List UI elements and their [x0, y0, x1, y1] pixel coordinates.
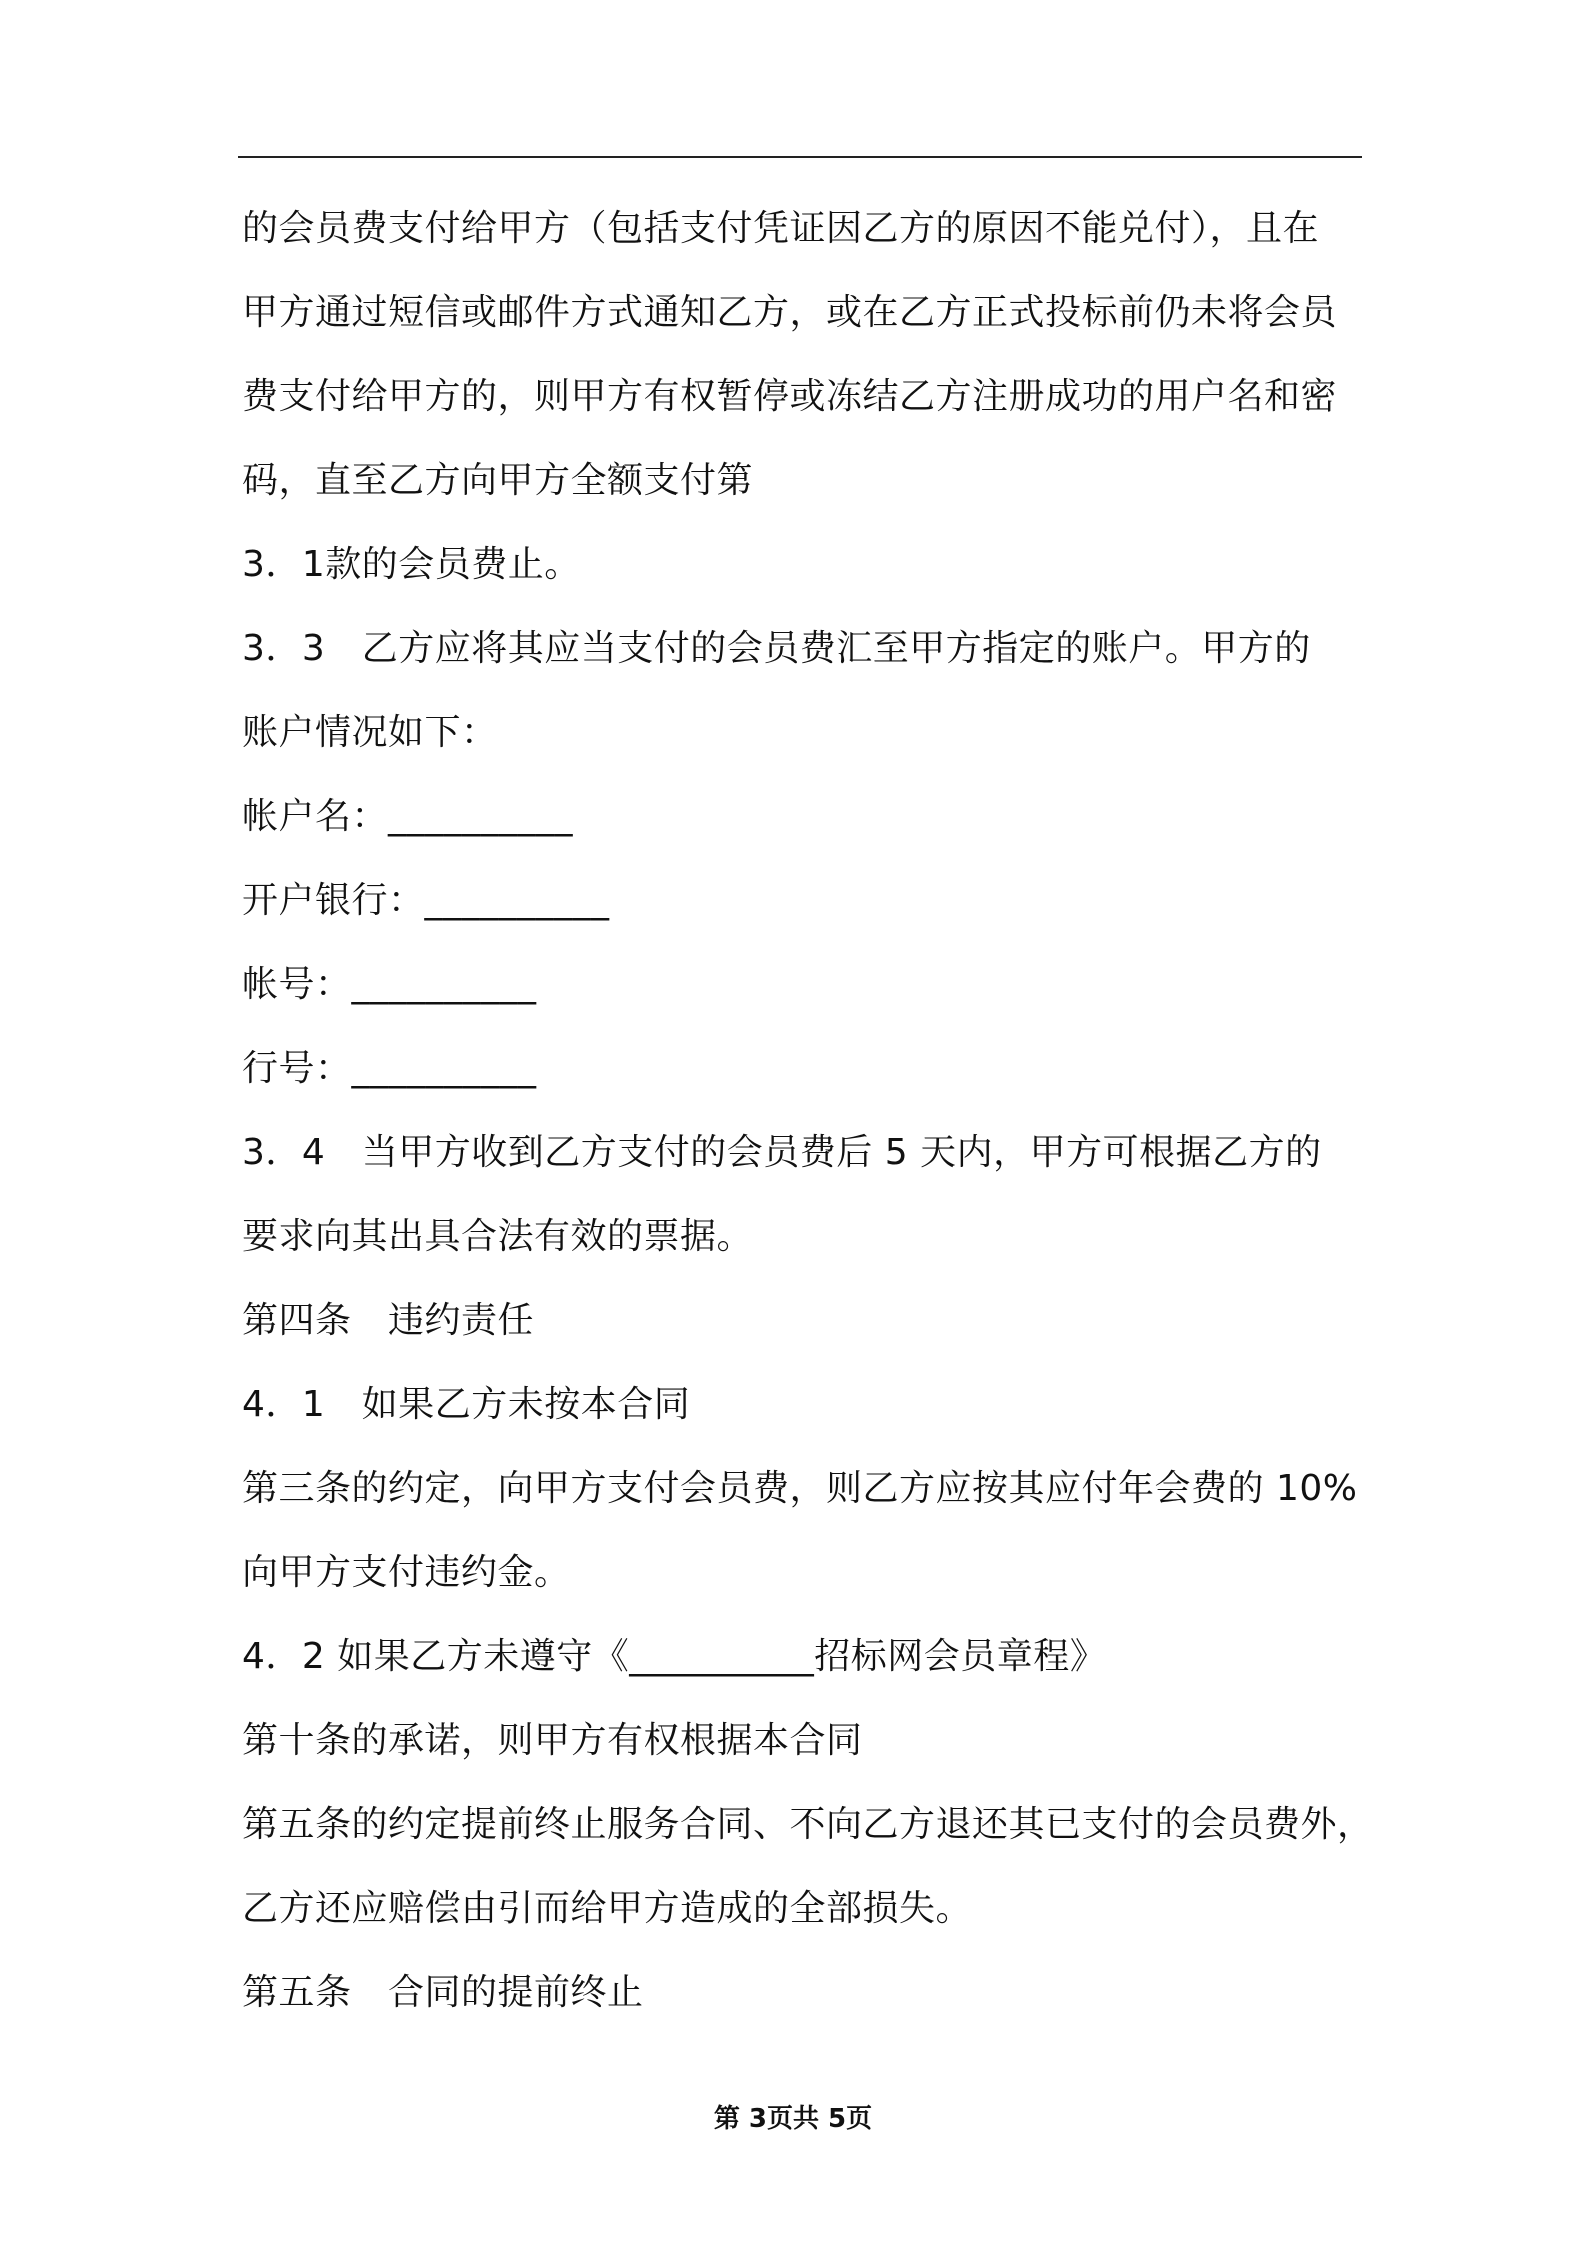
paragraph-line: 费支付给甲方的，则甲方有权暂停或冻结乙方注册成功的用户名和密 [242, 376, 1338, 417]
article-heading: 第四条 违约责任 [242, 1300, 535, 1341]
bank-field: 开户银行：__________ [242, 880, 610, 921]
paragraph-line: 第五条的约定提前终止服务合同、不向乙方退还其已支付的会员费外， [242, 1804, 1374, 1845]
header-rule [238, 156, 1362, 158]
account-number-field: 帐号：__________ [242, 964, 537, 1005]
paragraph-line: 第十条的承诺，则甲方有权根据本合同 [242, 1720, 863, 1761]
paragraph-line: 码，直至乙方向甲方全额支付第 [242, 460, 754, 501]
paragraph-line: 的会员费支付给甲方（包括支付凭证因乙方的原因不能兑付），且在 [242, 208, 1320, 249]
clause-line: 4．1 如果乙方未按本合同 [242, 1384, 691, 1425]
page-number: 第 3页共 5页 [713, 2104, 873, 2134]
paragraph-line: 甲方通过短信或邮件方式通知乙方，或在乙方正式投标前仍未将会员 [242, 292, 1338, 333]
bank-code-field: 行号：__________ [242, 1048, 537, 1089]
clause-line: 3．4 当甲方收到乙方支付的会员费后 5 天内，甲方可根据乙方的 [242, 1132, 1322, 1173]
account-name-field: 帐户名：__________ [242, 796, 574, 837]
clause-line: 3．3 乙方应将其应当支付的会员费汇至甲方指定的账户。甲方的 [242, 628, 1311, 669]
paragraph-line: 乙方还应赔偿由引而给甲方造成的全部损失。 [242, 1888, 973, 1929]
paragraph-line: 向甲方支付违约金。 [242, 1552, 571, 1593]
article-heading: 第五条 合同的提前终止 [242, 1972, 644, 2013]
clause-line: 3．1款的会员费止。 [242, 544, 581, 585]
document-body [242, 198, 1372, 2046]
paragraph-line: 要求向其出具合法有效的票据。 [242, 1216, 754, 1257]
paragraph-line: 第三条的约定，向甲方支付会员费，则乙方应按其应付年会费的 10% [242, 1468, 1358, 1509]
clause-line: 4．2 如果乙方未遵守《__________招标网会员章程》 [242, 1636, 1107, 1677]
paragraph-line: 账户情况如下： [242, 712, 498, 753]
